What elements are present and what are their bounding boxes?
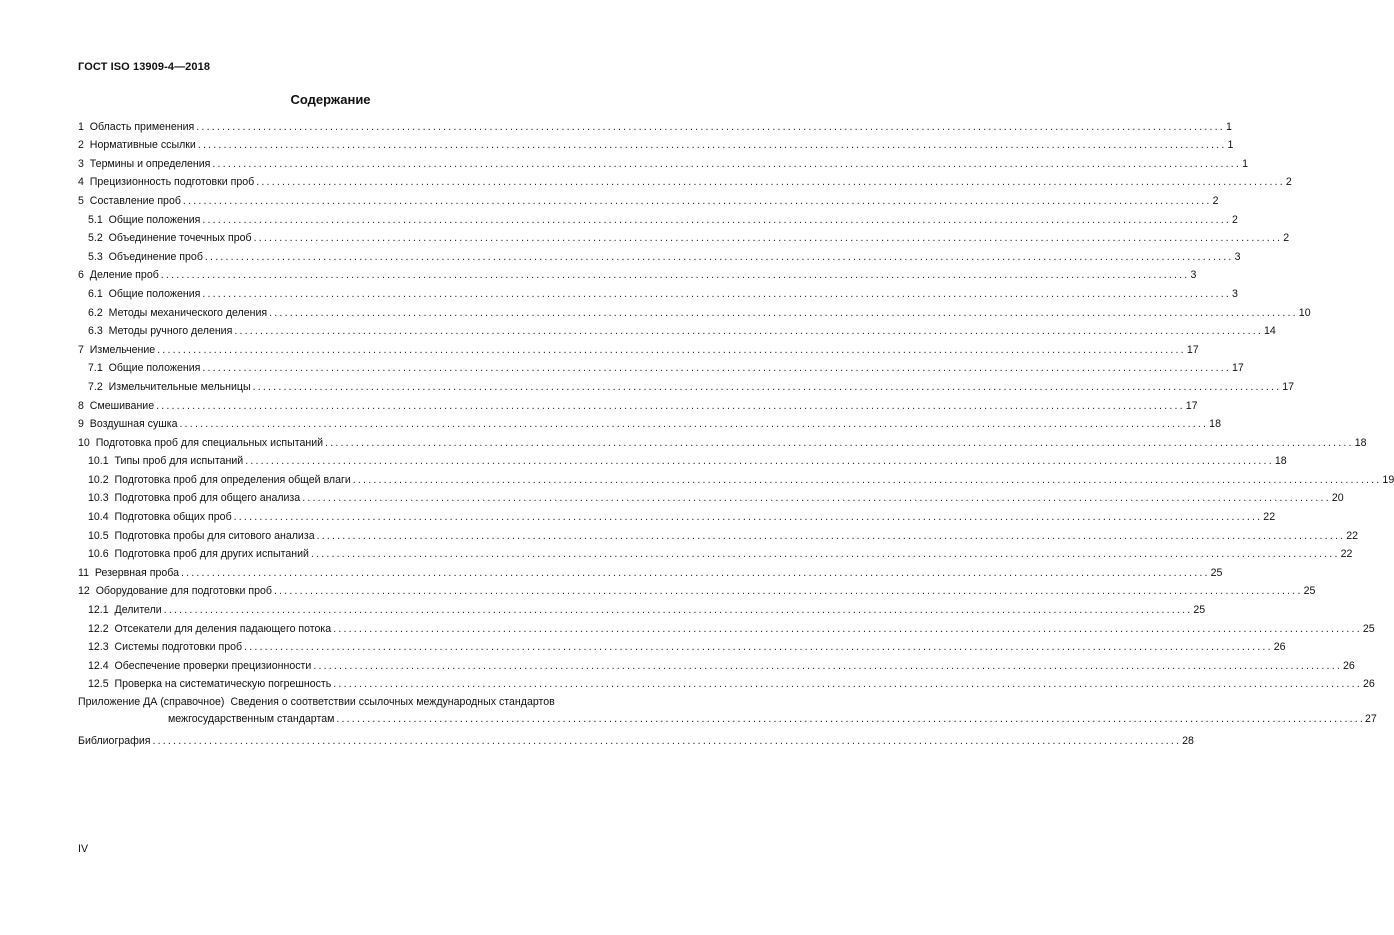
toc-entry-label	[88, 530, 317, 542]
toc-entry-label	[88, 288, 202, 300]
appendix-title-line1: Сведения о соответствии ссылочных международных стандартов	[230, 696, 555, 709]
toc-entry	[78, 170, 1292, 189]
toc-entry-number: 10.5	[88, 529, 109, 542]
toc-entry-title: Типы проб для испытаний	[114, 455, 244, 468]
toc-entry-page: 18	[1354, 436, 1367, 449]
toc-entry-page: 26	[1342, 659, 1355, 672]
toc-entry-title: Подготовка проб для других испытаний	[114, 548, 309, 561]
toc-entry-number: 5	[78, 194, 84, 207]
toc-entry-title: Отсекатели для деления падающего потока	[114, 622, 332, 635]
toc-entry-label	[88, 251, 205, 263]
toc-entry	[78, 281, 1238, 300]
toc-entry-number: 5.3	[88, 250, 103, 263]
toc-entry-label	[88, 660, 313, 672]
toc-entry-page: 25	[1362, 622, 1375, 635]
toc-entry-number: 7.1	[88, 362, 103, 375]
toc-entry	[78, 542, 1353, 561]
leader-dots: ........................................................................................................................................................................................................	[204, 250, 1234, 263]
toc-entry-number: 12.2	[88, 622, 109, 635]
toc-entry-title: Подготовка проб для общего анализа	[114, 492, 301, 505]
toc-entry-number: 7.2	[88, 380, 103, 393]
toc-entry-number: 10.2	[88, 473, 109, 486]
toc-entry	[78, 449, 1287, 468]
page-number: IV	[78, 843, 89, 855]
toc-entry-page: 18	[1209, 418, 1221, 431]
toc-entry-label	[88, 623, 333, 635]
toc-entry	[78, 226, 1290, 245]
toc-entry-number: 12.5	[88, 678, 109, 691]
toc-entry-number: 6.1	[88, 287, 103, 300]
bibliography-title: Библиография	[78, 735, 151, 747]
toc-appendix-entry	[78, 694, 1377, 726]
toc-entry-title: Объединение проб	[108, 250, 203, 263]
toc-entry-label	[88, 511, 234, 523]
leader-dots: ........................................................................................................................................................................................................	[333, 622, 1362, 635]
leader-dots: ........................................................................................................................................................................................................	[325, 436, 1354, 449]
toc-entry-number: 10	[78, 436, 90, 449]
toc-entry-label	[78, 158, 212, 170]
toc-entry-page: 22	[1346, 529, 1359, 542]
toc-entry	[78, 300, 1311, 319]
toc-entry	[78, 244, 1241, 263]
toc-entry-title: Общие положения	[108, 213, 201, 226]
toc-entry-label	[78, 400, 156, 412]
toc-entry-label	[88, 604, 164, 616]
leader-dots: ........................................................................................................................................................................................................	[180, 566, 1210, 579]
toc-entry-page: 2	[1285, 176, 1292, 189]
toc-entry-label	[88, 641, 244, 653]
toc-entry-page: 19	[1382, 473, 1394, 486]
toc-entry-label	[78, 176, 256, 188]
toc-entry	[78, 151, 1248, 170]
toc-entry-page: 2	[1232, 213, 1238, 226]
toc-entry-page: 26	[1362, 678, 1375, 691]
leader-dots: ........................................................................................................................................................................................................	[182, 194, 1212, 207]
toc-entry-title: Подготовка проб для специальных испытаний	[95, 436, 324, 449]
leader-dots: ........................................................................................................................................................................................................	[160, 269, 1190, 282]
toc-entry-title: Делители	[114, 604, 162, 617]
toc-entry-number: 8	[78, 399, 84, 412]
leader-dots: ........................................................................................................................................................................................................	[273, 585, 1303, 598]
toc-entry-number: 10.6	[88, 548, 109, 561]
toc-entry-page: 25	[1303, 585, 1316, 598]
toc-entry	[78, 412, 1221, 431]
toc-entry-title: Измельчительные мельницы	[108, 380, 251, 393]
toc-entry-page: 20	[1331, 492, 1344, 505]
leader-dots: ........................................................................................................................................................................................................	[156, 399, 1185, 412]
toc-entry-title: Системы подготовки проб	[114, 641, 243, 654]
toc-entry-title: Подготовка пробы для ситового анализа	[114, 529, 315, 542]
leader-dots: ........................................................................................................................................................................................................	[197, 139, 1227, 152]
toc-entry-number: 5.2	[88, 232, 103, 245]
toc-entry	[78, 672, 1375, 691]
toc-entry-title: Термины и определения	[89, 157, 211, 170]
toc-entry-number: 10.4	[88, 511, 109, 524]
toc-entry-label	[78, 121, 196, 133]
leader-dots: ........................................................................................................................................................................................................	[352, 473, 1382, 486]
toc-entry-title: Объединение точечных проб	[108, 232, 252, 245]
toc-entry	[78, 374, 1295, 393]
toc-entry-number: 6	[78, 269, 84, 282]
document-code: ГОСТ ISO 13909-4—2018	[78, 61, 211, 73]
leader-dots: ........................................................................................................................................................................................................	[336, 713, 1366, 726]
toc-entry-page: 17	[1185, 399, 1198, 412]
toc-entry	[78, 467, 1394, 486]
toc-entry-page: 1	[1242, 157, 1248, 170]
toc-entry-page: 22	[1263, 511, 1276, 524]
toc-entry-label	[88, 214, 202, 226]
toc-entry-title: Общие положения	[108, 362, 201, 375]
toc-entry	[78, 319, 1276, 338]
leader-dots: ........................................................................................................................................................................................................	[310, 548, 1340, 561]
leader-dots: ........................................................................................................................................................................................................	[333, 678, 1362, 691]
toc-bibliography-entry	[78, 728, 1194, 747]
toc-entry-title: Методы ручного деления	[108, 325, 233, 338]
leader-dots: ........................................................................................................................................................................................................	[202, 213, 1232, 226]
leader-dots: ........................................................................................................................................................................................................	[202, 287, 1232, 300]
toc-entry-label	[88, 474, 353, 486]
leader-dots: ........................................................................................................................................................................................................	[253, 232, 1283, 245]
toc-entry-title: Прецизионность подготовки проб	[89, 176, 255, 189]
toc-entry-page: 17	[1232, 362, 1244, 375]
toc-entry-number: 3	[78, 157, 84, 170]
leader-dots: ........................................................................................................................................................................................................	[244, 641, 1273, 654]
toc-entry-number: 11	[78, 566, 89, 579]
toc-entry-title: Область применения	[89, 120, 195, 133]
toc-entry-title: Резервная проба	[94, 566, 179, 579]
toc-entry-page: 1	[1227, 139, 1234, 152]
appendix-label: Приложение ДА (справочное)	[78, 696, 225, 709]
toc-entry-number: 12.3	[88, 641, 109, 654]
leader-dots: ........................................................................................................................................................................................................	[313, 659, 1342, 672]
toc-entry-title: Воздушная сушка	[89, 418, 178, 431]
toc-entry-label	[88, 492, 302, 504]
toc-entry-page: 14	[1264, 325, 1276, 338]
toc-entry-number: 2	[78, 139, 84, 152]
toc-entry-number: 10.3	[88, 492, 109, 505]
appendix-page: 27	[1365, 713, 1377, 726]
toc-entry	[78, 188, 1219, 207]
toc-entry-page: 22	[1340, 548, 1353, 561]
leader-dots: ........................................................................................................................................................................................................	[157, 343, 1186, 356]
leader-dots: ........................................................................................................................................................................................................	[152, 735, 1182, 747]
toc-entry	[78, 504, 1276, 524]
toc-entry-label	[88, 548, 311, 560]
table-of-contents	[78, 114, 1394, 747]
toc-entry-number: 4	[78, 176, 84, 189]
toc-entry-label	[78, 195, 183, 207]
toc-entry	[78, 430, 1367, 449]
toc-entry-title: Обеспечение проверки прецизионности	[114, 659, 312, 672]
toc-entry-label	[88, 325, 234, 337]
toc-entry-number: 6.2	[88, 306, 103, 319]
toc-entry-title: Смешивание	[89, 399, 155, 412]
toc-entry-label	[78, 269, 161, 281]
toc-entry	[78, 635, 1286, 654]
toc-entry	[78, 263, 1197, 282]
toc-entry-title: Проверка на систематическую погрешность	[114, 678, 332, 691]
toc-entry-page: 1	[1225, 120, 1232, 133]
toc-entry-page: 3	[1190, 269, 1197, 282]
toc-entry-page: 10	[1298, 306, 1311, 319]
toc-entry-label	[78, 567, 181, 579]
toc-entry-number: 5.1	[88, 213, 103, 226]
toc-entry-number: 12.4	[88, 659, 109, 672]
toc-entry	[78, 133, 1234, 152]
leader-dots: ........................................................................................................................................................................................................	[234, 325, 1263, 338]
toc-entry	[78, 356, 1244, 375]
leader-dots: ........................................................................................................................................................................................................	[179, 418, 1209, 431]
leader-dots: ........................................................................................................................................................................................................	[269, 306, 1298, 319]
toc-entry-number: 1	[78, 120, 84, 133]
leader-dots: ........................................................................................................................................................................................................	[163, 604, 1193, 617]
toc-entry-page: 2	[1283, 232, 1290, 245]
bibliography-page: 28	[1182, 735, 1194, 747]
toc-entry-number: 7	[78, 343, 84, 356]
toc-entry	[78, 579, 1316, 598]
toc-entry	[78, 393, 1198, 412]
toc-entry-label	[88, 455, 245, 467]
toc-entry-title: Подготовка общих проб	[114, 511, 232, 524]
leader-dots: ........................................................................................................................................................................................................	[302, 492, 1331, 505]
toc-title: Содержание	[290, 92, 371, 107]
toc-entry	[78, 114, 1232, 133]
toc-entry	[78, 523, 1359, 542]
toc-entry-title: Деление проб	[89, 269, 159, 282]
toc-entry-page: 25	[1210, 566, 1223, 579]
leader-dots: ........................................................................................................................................................................................................	[245, 455, 1274, 468]
toc-entry-title: Оборудование для подготовки проб	[95, 585, 272, 598]
toc-entry-title: Общие положения	[108, 287, 201, 300]
toc-entry-label	[78, 344, 157, 356]
toc-entries	[78, 114, 1394, 691]
toc-entry-label	[88, 307, 269, 319]
toc-entry-number: 12.1	[88, 604, 109, 617]
leader-dots: ........................................................................................................................................................................................................	[316, 529, 1346, 542]
toc-entry	[78, 597, 1206, 617]
toc-entry	[78, 616, 1375, 635]
toc-entry-label	[88, 381, 253, 393]
toc-entry-label	[78, 418, 180, 430]
toc-entry-number: 10.1	[88, 455, 109, 468]
toc-entry-number: 12	[78, 585, 90, 598]
toc-entry-title: Измельчение	[89, 343, 156, 356]
toc-entry-title: Подготовка проб для определения общей влаги	[114, 473, 351, 486]
toc-entry-label	[78, 437, 325, 449]
toc-entry-page: 3	[1234, 250, 1241, 263]
toc-entry	[78, 560, 1223, 579]
toc-entry-number: 6.3	[88, 325, 103, 338]
leader-dots: ........................................................................................................................................................................................................	[252, 380, 1282, 393]
toc-entry-title: Нормативные ссылки	[89, 139, 196, 152]
toc-entry-number: 9	[78, 418, 84, 431]
leader-dots: ........................................................................................................................................................................................................	[196, 120, 1225, 133]
toc-entry-page: 25	[1193, 604, 1206, 617]
toc-entry	[78, 337, 1199, 356]
leader-dots: ........................................................................................................................................................................................................	[202, 362, 1232, 375]
toc-entry	[78, 207, 1238, 226]
toc-entry-label	[78, 585, 274, 597]
toc-entry	[78, 486, 1344, 505]
toc-entry-label	[88, 678, 333, 690]
toc-entry	[78, 653, 1355, 672]
leader-dots: ........................................................................................................................................................................................................	[256, 176, 1285, 189]
toc-entry-label	[88, 232, 254, 244]
toc-entry-page: 17	[1282, 380, 1295, 393]
toc-entry-page: 17	[1186, 343, 1199, 356]
toc-entry-label	[88, 362, 202, 374]
leader-dots: ........................................................................................................................................................................................................	[212, 157, 1242, 170]
toc-entry-page: 26	[1273, 641, 1286, 654]
appendix-title-line2: межгосударственным стандартам	[168, 713, 335, 726]
toc-entry-page: 18	[1274, 455, 1287, 468]
toc-entry-page: 2	[1212, 194, 1219, 207]
toc-entry-title: Методы механического деления	[108, 306, 268, 319]
toc-entry-label	[78, 139, 198, 151]
toc-entry-title: Составление проб	[89, 194, 181, 207]
toc-entry-page: 3	[1232, 287, 1238, 300]
leader-dots: ........................................................................................................................................................................................................	[233, 511, 1263, 524]
